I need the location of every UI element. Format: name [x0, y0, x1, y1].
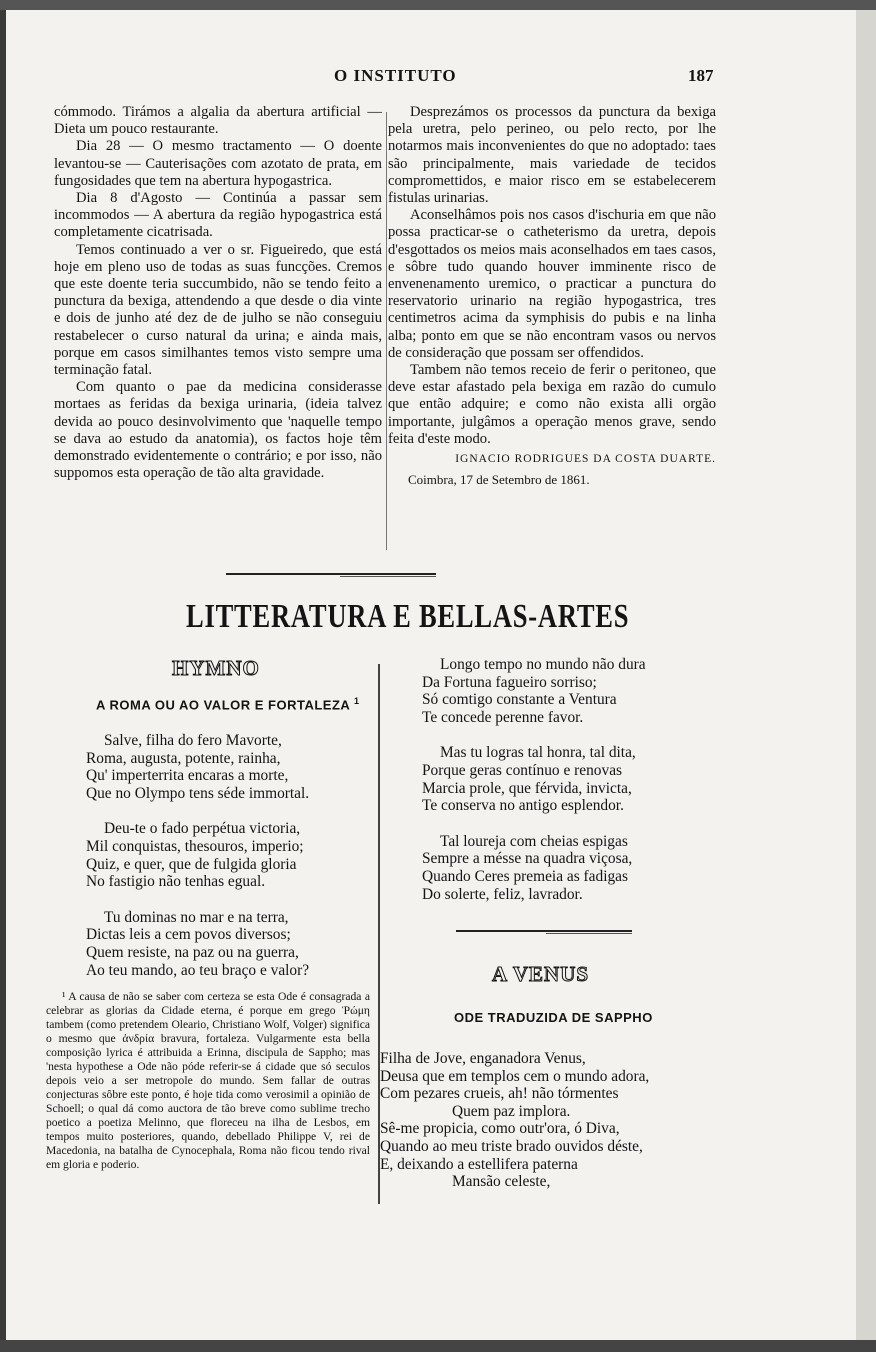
article-column-right	[388, 104, 716, 488]
verse-line: Deu-te o fado perpétua victoria,	[104, 820, 301, 838]
stanza	[380, 1050, 649, 1120]
verse-line: Longo tempo no mundo não dura	[440, 656, 646, 673]
paragraph: Dia 8 d'Agosto — Continúa a passar sem incommodos — A abertura da região hypogastrica está completamente cicatrisada.	[54, 190, 382, 241]
running-header-title: O INSTITUTO	[334, 66, 457, 85]
verse-line: Deusa que em templos cem o mundo adora,	[380, 1067, 650, 1085]
poem-subtitle-text: A ROMA OU AO VALOR E FORTALEZA	[96, 697, 350, 713]
verse-line: Filha de Jove, enganadora Venus,	[380, 1050, 586, 1067]
section-rule	[226, 573, 436, 575]
column-divider	[386, 112, 387, 550]
verse-line: Dictas leis a cem povos diversos;	[86, 926, 291, 944]
verse-line: Tu dominas no mar e na terra,	[104, 908, 289, 926]
paragraph: Temos continuado a ver o sr. Figueiredo, que está hoje em pleno uso de todas as suas funcções. Cremos que este doente teria succumbido, não se tendo feito a punctura da bexiga, attendendo a que desde o dia vinte e dois de junho até dez de de julho se não conseguiu restabelecer o curso natural da urina; e ainda mais, porque em casos similhantes temos visto sempre uma terminação fatal.	[54, 241, 382, 379]
stanza	[380, 1120, 649, 1190]
verse-line: No fastigio não tenhas egual.	[86, 873, 266, 891]
stanza	[422, 656, 646, 726]
section-title: LITTERATURA E BELLAS-ARTES	[186, 598, 630, 635]
verse-line: Que no Olympo tens séde immortal.	[86, 784, 310, 802]
stanza	[86, 732, 309, 802]
verse-line: Roma, augusta, potente, rainha,	[86, 749, 281, 767]
verse-line: Quem paz implora.	[452, 1102, 571, 1120]
verse-line: Mansão celeste,	[452, 1173, 551, 1191]
page-edge-right	[856, 10, 876, 1342]
paragraph: Tambem não temos receio de ferir o peritoneo, que deve estar afastado pela bexiga em razão do cumulo que então adquire; e como não exista alli orgão importante, julgâmos a operação menos grave, sendo feita d'este modo.	[388, 362, 716, 447]
verse-line: Da Fortuna fagueiro sorriso;	[422, 673, 597, 691]
verse-line: Marcia prole, que férvida, invicta,	[422, 779, 632, 797]
poem-title: A VENUS	[492, 962, 590, 986]
poem-separator-rule	[456, 930, 632, 932]
footnote-marker: 1	[353, 696, 360, 706]
poem-subtitle	[96, 696, 359, 712]
verse-line: Quando ao meu triste brado ouvidos déste,	[380, 1137, 643, 1155]
poem-subtitle: ODE TRADUZIDA DE SAPPHO	[454, 1010, 653, 1025]
verse-line: Mil conquistas, thesouros, imperio;	[86, 837, 304, 855]
verse-line: Quiz, e quer, que de fulgida gloria	[86, 855, 297, 873]
footnote-text: ¹ A causa de não se saber com certeza se esta Ode é consagrada a celebrar as glorias da Cidade eterna, é porque em grego Ῥώμη tambem (como pretendem Oleario, Christiano Wolf, Volger) significa o mesmo que ἀνδρία bravura, fortaleza. Vulgarmente esta bella composição lyrica é attribuida a Erinna, discipula de Sappho; mas 'nesta hypothese a Ode não póde referir-se á cidade que só seculos depois veio a ser metropole do mundo. Sem fallar de outras conjecturas sôbre este ponto, é hoje tida como verosimil a opinião de Schoell; o qual dá como auctora de tão breve como sublime trecho poetico a poetiza Melinno, que floreceu na ilha de Lesbos, em tempos muito posteriores, quando, debellado Philippe V, rei de Macedonia, na batalha de Cynocephala, Roma não ficou tendo rival em gloria e poderio.	[46, 990, 370, 1171]
venus-verses	[380, 1050, 649, 1191]
scan-border-top	[0, 0, 876, 10]
verse-line: Com pezares crueis, ah! não tórmentes	[380, 1085, 619, 1103]
hymn-verses	[86, 732, 309, 997]
verse-line: Só comtigo constante a Ventura	[422, 691, 617, 709]
verse-line: Sê-me propicia, como outr'ora, ó Diva,	[380, 1120, 620, 1138]
verse-line: Te conserva no antigo esplendor.	[422, 797, 624, 815]
dateline: Coimbra, 17 de Setembro de 1861.	[408, 472, 590, 488]
verse-line: Mas tu logras tal honra, tal dita,	[440, 744, 636, 762]
paragraph: Desprezámos os processos da punctura da bexiga pela uretra, pelo perineo, ou pelo recto, por lhe notarmos mais inconvenientes do que no adoptado: taes são principalmente, mais variedade de tecidos compromettidos, e maior risco em se estabelecerem fistulas urinarias.	[388, 104, 716, 207]
verse-line: E, deixando a estellifera paterna	[380, 1155, 578, 1173]
paragraph: Dia 28 — O mesmo tractamento — O doente levantou-se — Cauterisações com azotato de prata, em fungosidades que tem na abertura hypogastrica.	[54, 138, 382, 189]
poem-title: HYMNO	[172, 656, 260, 680]
verse-line: Sempre a mésse na quadra viçosa,	[422, 850, 633, 868]
hymn-verses-continued	[422, 656, 646, 921]
paragraph: Com quanto o pae da medicina considerasse mortaes as feridas da bexiga urinaria, (ideia talvez devida ao pouco desinvolvimento que 'naquelle tempo se dava ao estudo da anatomia), os factos hoje têm demonstrado evidentemente o contrário; e por isso, não suppomos esta operação de tão alta gravidade.	[54, 379, 382, 482]
verse-line: Qu' imperterrita encaras a morte,	[86, 767, 289, 785]
verse-line: Porque geras contínuo e renovas	[422, 761, 623, 779]
stanza	[422, 744, 646, 814]
scan-border-bottom	[0, 1340, 876, 1352]
verse-line: Te concede perenne favor.	[422, 708, 584, 726]
stanza	[86, 820, 309, 890]
verse-line: Salve, filha do fero Mavorte,	[104, 732, 282, 749]
verse-line: Ao teu mando, ao teu braço e valor?	[86, 961, 310, 979]
page-number: 187	[688, 66, 714, 85]
paragraph: cómmodo. Tirámos a algalia da abertura artificial — Dieta um pouco restaurante.	[54, 104, 382, 138]
stanza	[422, 833, 646, 903]
paragraph: Aconselhâmos pois nos casos d'ischuria em que não possa practicar-se o catheterismo da uretra, depois d'esgottados os meios mais aconselhados em taes casos, e sôbre tudo quando houver imminente risco de envenenamento uremico, o practicar a punctura do reservatorio urinario na região hypogastrica, tres centimetros acima da symphisis do pubis e na linha alba; ponto em que se não encontram vasos ou nervos de consideração que possam ser offendidos.	[388, 207, 716, 361]
section-rule-thin	[340, 576, 436, 577]
verse-line: Quem resiste, na paz ou na guerra,	[86, 943, 299, 961]
footnote	[46, 990, 370, 1172]
verse-line: Do solerte, feliz, lavrador.	[422, 885, 583, 903]
verse-line: Quando Ceres premeia as fadigas	[422, 867, 628, 885]
stanza	[86, 909, 309, 979]
article-column-left	[54, 104, 382, 482]
poem-separator-rule-thin	[546, 933, 632, 934]
author-signature: IGNACIO RODRIGUES DA COSTA DUARTE.	[455, 453, 716, 466]
verse-line: Tal loureja com cheias espigas	[440, 832, 628, 850]
